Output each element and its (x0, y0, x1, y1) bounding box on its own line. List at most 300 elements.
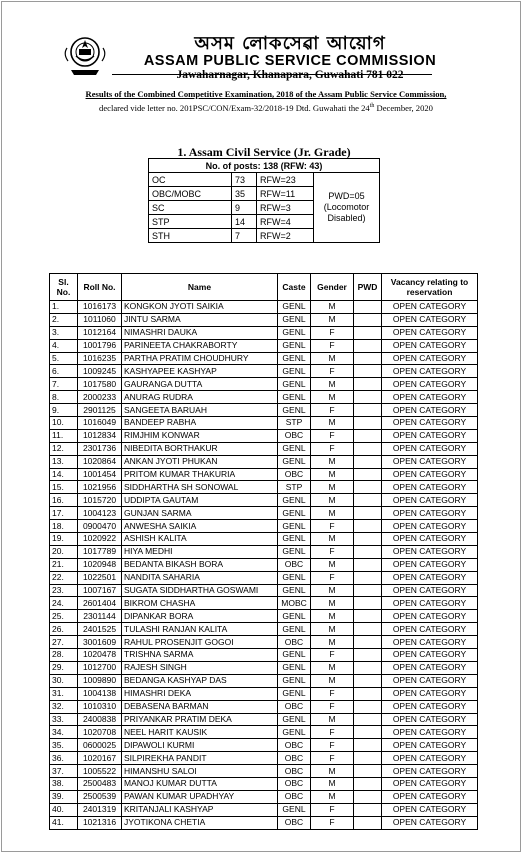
table-row (50, 674, 478, 687)
cell-gender: M (311, 674, 354, 687)
table-row (50, 326, 478, 339)
cell-sl: 25. (50, 610, 78, 623)
cell-vacancy: OPEN CATEGORY (382, 726, 478, 739)
cell-gender: M (311, 533, 354, 546)
cell-sl: 3. (50, 326, 78, 339)
cell-gender: M (311, 352, 354, 365)
cell-name: RAHUL PROSENJIT GOGOI (122, 636, 278, 649)
cell-gender: F (311, 700, 354, 713)
table-row (50, 623, 478, 636)
assam-emblem-icon (62, 34, 108, 76)
cell-caste: STP (278, 481, 311, 494)
cell-caste: OBC (278, 700, 311, 713)
cell-gender: F (311, 442, 354, 455)
posts-header: No. of posts: 138 (RFW: 43) (149, 159, 380, 173)
posts-category: OBC/MOBC (149, 187, 232, 201)
cell-caste: OBC (278, 765, 311, 778)
cell-vacancy: OPEN CATEGORY (382, 765, 478, 778)
pwd-note (314, 173, 380, 243)
cell-vacancy: OPEN CATEGORY (382, 752, 478, 765)
cell-caste: GENL (278, 533, 311, 546)
cell-pwd (354, 481, 382, 494)
cell-pwd (354, 623, 382, 636)
cell-vacancy: OPEN CATEGORY (382, 301, 478, 314)
cell-roll: 2400838 (78, 713, 122, 726)
cell-roll: 2301736 (78, 442, 122, 455)
cell-vacancy: OPEN CATEGORY (382, 326, 478, 339)
col-header-pwd: PWD (354, 274, 382, 301)
cell-roll: 1007167 (78, 584, 122, 597)
cell-pwd (354, 468, 382, 481)
cell-name: JINTU SARMA (122, 313, 278, 326)
cell-gender: M (311, 558, 354, 571)
posts-count: 7 (232, 229, 257, 243)
cell-gender: M (311, 777, 354, 790)
cell-caste: GENL (278, 661, 311, 674)
cell-caste: GENL (278, 520, 311, 533)
cell-gender: F (311, 404, 354, 417)
cell-roll: 1004138 (78, 687, 122, 700)
cell-gender: F (311, 726, 354, 739)
cell-gender: F (311, 545, 354, 558)
cell-name: BEDANTA BIKASH BORA (122, 558, 278, 571)
cell-roll: 1011060 (78, 313, 122, 326)
cell-pwd (354, 404, 382, 417)
cell-vacancy: OPEN CATEGORY (382, 313, 478, 326)
cell-caste: OBC (278, 636, 311, 649)
cell-pwd (354, 584, 382, 597)
cell-caste: GENL (278, 494, 311, 507)
cell-caste: GENL (278, 455, 311, 468)
cell-vacancy: OPEN CATEGORY (382, 520, 478, 533)
cell-pwd (354, 674, 382, 687)
cell-pwd (354, 816, 382, 829)
cell-roll: 2500483 (78, 777, 122, 790)
cell-vacancy: OPEN CATEGORY (382, 790, 478, 803)
commission-address: Jawaharnagar, Khanapara, Guwahati 781 022 (176, 69, 404, 81)
cell-gender: M (311, 597, 354, 610)
table-row (50, 391, 478, 404)
cell-pwd (354, 378, 382, 391)
cell-pwd (354, 391, 382, 404)
cell-sl: 38. (50, 777, 78, 790)
cell-name: TULASHI RANJAN KALITA (122, 623, 278, 636)
cell-pwd (354, 352, 382, 365)
cell-name: ANURAG RUDRA (122, 391, 278, 404)
cell-vacancy: OPEN CATEGORY (382, 455, 478, 468)
cell-sl: 5. (50, 352, 78, 365)
cell-vacancy: OPEN CATEGORY (382, 636, 478, 649)
cell-gender: F (311, 649, 354, 662)
table-row (50, 765, 478, 778)
cell-vacancy: OPEN CATEGORY (382, 661, 478, 674)
results-table (49, 273, 478, 830)
cell-roll: 0600025 (78, 739, 122, 752)
cell-vacancy: OPEN CATEGORY (382, 713, 478, 726)
cell-caste: GENL (278, 339, 311, 352)
table-row (50, 429, 478, 442)
cell-caste: GENL (278, 507, 311, 520)
cell-gender: F (311, 752, 354, 765)
cell-gender: M (311, 494, 354, 507)
cell-roll: 1009890 (78, 674, 122, 687)
cell-roll: 2901125 (78, 404, 122, 417)
cell-name: ANKAN JYOTI PHUKAN (122, 455, 278, 468)
cell-vacancy: OPEN CATEGORY (382, 649, 478, 662)
cell-sl: 37. (50, 765, 78, 778)
cell-vacancy: OPEN CATEGORY (382, 700, 478, 713)
cell-caste: STP (278, 417, 311, 430)
cell-roll: 2601404 (78, 597, 122, 610)
cell-name: PRIYANKAR PRATIM DEKA (122, 713, 278, 726)
cell-caste: GENL (278, 326, 311, 339)
table-row (50, 687, 478, 700)
table-row (50, 661, 478, 674)
cell-vacancy: OPEN CATEGORY (382, 803, 478, 816)
cell-caste: GENL (278, 687, 311, 700)
notice-line-2-prefix: declared vide letter no. 201PSC/CON/Exam-32/2018-19 Dtd. Guwahati the 24 (99, 102, 370, 113)
posts-table (148, 158, 380, 243)
cell-sl: 4. (50, 339, 78, 352)
pwd-line-1: PWD=05 (328, 191, 365, 201)
cell-gender: F (311, 365, 354, 378)
cell-gender: M (311, 661, 354, 674)
cell-pwd (354, 649, 382, 662)
cell-gender: M (311, 391, 354, 404)
cell-caste: GENL (278, 610, 311, 623)
cell-sl: 10. (50, 417, 78, 430)
cell-name: KRITANJALI KASHYAP (122, 803, 278, 816)
cell-pwd (354, 520, 382, 533)
cell-vacancy: OPEN CATEGORY (382, 391, 478, 404)
cell-pwd (354, 507, 382, 520)
col-header-sl: Sl. No. (50, 274, 78, 301)
table-row (50, 584, 478, 597)
cell-gender: M (311, 313, 354, 326)
cell-sl: 21. (50, 558, 78, 571)
cell-sl: 31. (50, 687, 78, 700)
cell-caste: GENL (278, 301, 311, 314)
cell-sl: 18. (50, 520, 78, 533)
cell-name: BANDEEP RABHA (122, 417, 278, 430)
table-row (50, 468, 478, 481)
cell-name: NANDITA SAHARIA (122, 571, 278, 584)
cell-roll: 1017789 (78, 545, 122, 558)
table-row (50, 752, 478, 765)
cell-gender: M (311, 790, 354, 803)
cell-name: DIPAWOLI KURMI (122, 739, 278, 752)
cell-vacancy: OPEN CATEGORY (382, 404, 478, 417)
cell-pwd (354, 365, 382, 378)
cell-caste: OBC (278, 429, 311, 442)
cell-pwd (354, 777, 382, 790)
cell-caste: GENL (278, 584, 311, 597)
cell-caste: OBC (278, 558, 311, 571)
notice-line-2-suffix: December, 2020 (374, 102, 433, 113)
table-row (50, 790, 478, 803)
cell-name: JYOTIKONA CHETIA (122, 816, 278, 829)
cell-vacancy: OPEN CATEGORY (382, 687, 478, 700)
cell-pwd (354, 417, 382, 430)
cell-caste: GENL (278, 674, 311, 687)
cell-name: NIBEDITA BORTHAKUR (122, 442, 278, 455)
posts-rfw: RFW=2 (257, 229, 314, 243)
pwd-line-2: (Locomotor (323, 202, 370, 212)
posts-count: 14 (232, 215, 257, 229)
cell-roll: 1020478 (78, 649, 122, 662)
cell-gender: F (311, 326, 354, 339)
cell-pwd (354, 533, 382, 546)
cell-pwd (354, 571, 382, 584)
table-row (50, 739, 478, 752)
cell-roll: 1016049 (78, 417, 122, 430)
cell-name: UDDIPTA GAUTAM (122, 494, 278, 507)
cell-roll: 3001609 (78, 636, 122, 649)
cell-caste: GENL (278, 571, 311, 584)
cell-sl: 7. (50, 378, 78, 391)
cell-sl: 17. (50, 507, 78, 520)
table-row (50, 597, 478, 610)
cell-vacancy: OPEN CATEGORY (382, 584, 478, 597)
table-row (50, 558, 478, 571)
cell-sl: 30. (50, 674, 78, 687)
cell-gender: M (311, 468, 354, 481)
posts-rfw: RFW=11 (257, 187, 314, 201)
cell-name: DIPANKAR BORA (122, 610, 278, 623)
cell-sl: 24. (50, 597, 78, 610)
cell-pwd (354, 429, 382, 442)
cell-pwd (354, 339, 382, 352)
cell-roll: 1016173 (78, 301, 122, 314)
cell-pwd (354, 597, 382, 610)
cell-pwd (354, 661, 382, 674)
cell-caste: OBC (278, 468, 311, 481)
cell-roll: 1001454 (78, 468, 122, 481)
notice-line-1: Results of the Combined Competitive Examination, 2018 of the Assam Public Service Commission, (85, 89, 447, 99)
cell-gender: M (311, 481, 354, 494)
cell-sl: 22. (50, 571, 78, 584)
cell-roll: 1020922 (78, 533, 122, 546)
cell-pwd (354, 545, 382, 558)
cell-sl: 27. (50, 636, 78, 649)
cell-sl: 13. (50, 455, 78, 468)
cell-gender: M (311, 378, 354, 391)
cell-gender: M (311, 584, 354, 597)
cell-sl: 6. (50, 365, 78, 378)
cell-sl: 8. (50, 391, 78, 404)
cell-caste: GENL (278, 391, 311, 404)
cell-caste: GENL (278, 545, 311, 558)
cell-pwd (354, 558, 382, 571)
cell-gender: F (311, 520, 354, 533)
cell-caste: GENL (278, 378, 311, 391)
cell-gender: F (311, 803, 354, 816)
cell-vacancy: OPEN CATEGORY (382, 610, 478, 623)
cell-vacancy: OPEN CATEGORY (382, 442, 478, 455)
cell-sl: 20. (50, 545, 78, 558)
cell-pwd (354, 790, 382, 803)
table-row (50, 365, 478, 378)
cell-roll: 1010310 (78, 700, 122, 713)
cell-gender: M (311, 610, 354, 623)
cell-name: RAJESH SINGH (122, 661, 278, 674)
cell-pwd (354, 713, 382, 726)
cell-sl: 9. (50, 404, 78, 417)
cell-roll: 1012700 (78, 661, 122, 674)
cell-gender: M (311, 507, 354, 520)
cell-roll: 2401525 (78, 623, 122, 636)
cell-sl: 26. (50, 623, 78, 636)
cell-pwd (354, 726, 382, 739)
cell-gender: M (311, 765, 354, 778)
table-row (50, 313, 478, 326)
cell-caste: GENL (278, 726, 311, 739)
cell-roll: 2500539 (78, 790, 122, 803)
cell-sl: 14. (50, 468, 78, 481)
cell-vacancy: OPEN CATEGORY (382, 507, 478, 520)
cell-sl: 1. (50, 301, 78, 314)
cell-name: KASHYAPEE KASHYAP (122, 365, 278, 378)
cell-caste: OBC (278, 739, 311, 752)
cell-roll: 2301144 (78, 610, 122, 623)
table-row (50, 816, 478, 829)
cell-name: ANWESHA SAIKIA (122, 520, 278, 533)
result-notice (60, 88, 472, 114)
commission-name-assamese: অসম লোকসেৱা আয়োগ (194, 33, 386, 54)
posts-category: OC (149, 173, 232, 187)
cell-caste: GENL (278, 649, 311, 662)
cell-name: TRISHNA SARMA (122, 649, 278, 662)
cell-roll: 1012164 (78, 326, 122, 339)
posts-row-oc (149, 173, 380, 187)
table-row (50, 481, 478, 494)
cell-vacancy: OPEN CATEGORY (382, 429, 478, 442)
cell-roll: 1021956 (78, 481, 122, 494)
cell-name: SIDDHARTHA SH SONOWAL (122, 481, 278, 494)
posts-category: STP (149, 215, 232, 229)
cell-roll: 1020948 (78, 558, 122, 571)
cell-sl: 19. (50, 533, 78, 546)
cell-vacancy: OPEN CATEGORY (382, 533, 478, 546)
cell-name: ASHISH KALITA (122, 533, 278, 546)
cell-gender: F (311, 816, 354, 829)
letterhead (62, 33, 462, 81)
cell-sl: 35. (50, 739, 78, 752)
table-row (50, 301, 478, 314)
cell-pwd (354, 739, 382, 752)
cell-caste: GENL (278, 313, 311, 326)
col-header-name: Name (122, 274, 278, 301)
cell-name: GUNJAN SARMA (122, 507, 278, 520)
cell-roll: 1005522 (78, 765, 122, 778)
cell-caste: MOBC (278, 597, 311, 610)
cell-name: NEEL HARIT KAUSIK (122, 726, 278, 739)
service-title: 1. Assam Civil Service (Jr. Grade) (177, 145, 351, 159)
cell-caste: GENL (278, 623, 311, 636)
cell-roll: 1015720 (78, 494, 122, 507)
cell-caste: GENL (278, 404, 311, 417)
cell-vacancy: OPEN CATEGORY (382, 365, 478, 378)
cell-caste: GENL (278, 365, 311, 378)
cell-pwd (354, 687, 382, 700)
cell-name: SILPIREKHA PANDIT (122, 752, 278, 765)
cell-caste: GENL (278, 713, 311, 726)
table-row (50, 417, 478, 430)
cell-name: PARINEETA CHAKRABORTY (122, 339, 278, 352)
cell-name: RIMJHIM KONWAR (122, 429, 278, 442)
table-row (50, 777, 478, 790)
table-row (50, 455, 478, 468)
cell-roll: 1020864 (78, 455, 122, 468)
results-body (50, 301, 478, 830)
cell-pwd (354, 765, 382, 778)
cell-pwd (354, 301, 382, 314)
cell-vacancy: OPEN CATEGORY (382, 571, 478, 584)
cell-gender: M (311, 417, 354, 430)
cell-sl: 29. (50, 661, 78, 674)
cell-gender: M (311, 623, 354, 636)
cell-vacancy: OPEN CATEGORY (382, 816, 478, 829)
cell-roll: 1016235 (78, 352, 122, 365)
pwd-line-3: Disabled) (327, 213, 366, 223)
col-header-roll: Roll No. (78, 274, 122, 301)
table-row (50, 803, 478, 816)
notice-line-2-sup: th (369, 103, 375, 109)
posts-count: 73 (232, 173, 257, 187)
cell-roll: 2000233 (78, 391, 122, 404)
table-row (50, 636, 478, 649)
header-rule (112, 74, 432, 75)
cell-roll: 1022501 (78, 571, 122, 584)
cell-pwd (354, 442, 382, 455)
table-row (50, 494, 478, 507)
posts-category: STH (149, 229, 232, 243)
cell-sl: 2. (50, 313, 78, 326)
cell-name: NIMASHRI DAUKA (122, 326, 278, 339)
cell-vacancy: OPEN CATEGORY (382, 417, 478, 430)
cell-name: GAURANGA DUTTA (122, 378, 278, 391)
cell-sl: 23. (50, 584, 78, 597)
table-row (50, 726, 478, 739)
cell-sl: 32. (50, 700, 78, 713)
cell-roll: 1001796 (78, 339, 122, 352)
notice-line-2 (60, 100, 472, 114)
cell-vacancy: OPEN CATEGORY (382, 378, 478, 391)
cell-sl: 34. (50, 726, 78, 739)
cell-gender: F (311, 687, 354, 700)
table-row (50, 520, 478, 533)
cell-pwd (354, 803, 382, 816)
cell-pwd (354, 700, 382, 713)
table-row (50, 610, 478, 623)
cell-name: HIYA MEDHI (122, 545, 278, 558)
cell-vacancy: OPEN CATEGORY (382, 339, 478, 352)
cell-pwd (354, 313, 382, 326)
commission-name-english: ASSAM PUBLIC SERVICE COMMISSION (143, 53, 437, 69)
table-row (50, 442, 478, 455)
cell-name: BIKROM CHASHA (122, 597, 278, 610)
cell-sl: 33. (50, 713, 78, 726)
cell-caste: GENL (278, 352, 311, 365)
posts-rfw: RFW=4 (257, 215, 314, 229)
cell-vacancy: OPEN CATEGORY (382, 468, 478, 481)
cell-sl: 15. (50, 481, 78, 494)
cell-name: DEBASENA BARMAN (122, 700, 278, 713)
table-row (50, 571, 478, 584)
cell-pwd (354, 326, 382, 339)
table-row (50, 352, 478, 365)
cell-caste: GENL (278, 803, 311, 816)
